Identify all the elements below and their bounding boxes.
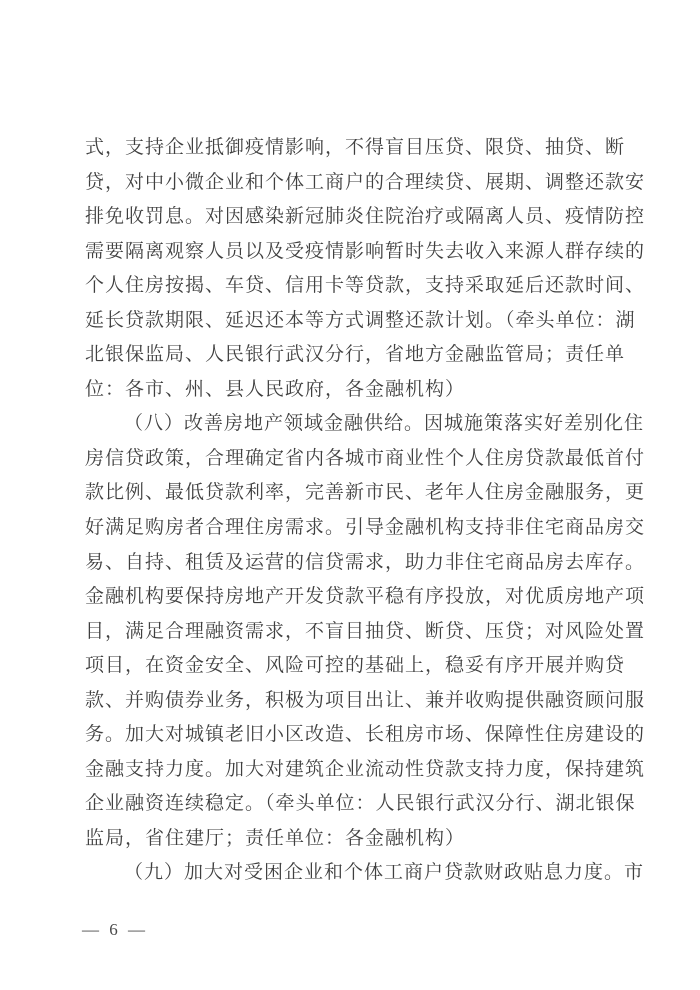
text-line: 排免收罚息。对因感染新冠肺炎住院治疗或隔离人员、疫情防控: [85, 206, 646, 228]
text-line-section-8-heading: （八）改善房地产领域金融供给。因城施策落实好差别化住: [124, 413, 645, 435]
page-number: — 6 —: [82, 920, 148, 939]
text-line-paragraph-end: 位：各市、州、县人民政府，各金融机构）: [85, 378, 466, 400]
text-line: 好满足购房者合理住房需求。引导金融机构支持非住宅商品房交: [85, 517, 646, 539]
text-line-paragraph-end: 监局，省住建厅；责任单位：各金融机构）: [85, 827, 466, 849]
text-line: 金融支持力度。加大对建筑企业流动性贷款支持力度，保持建筑: [85, 758, 646, 780]
text-line: 项目，在资金安全、风险可控的基础上，稳妥有序开展并购贷: [85, 655, 626, 677]
text-line-section-9-heading: （九）加大对受困企业和个体工商户贷款财政贴息力度。市: [124, 862, 645, 884]
text-line: 个人住房按揭、车贷、信用卡等贷款，支持采取延后还款时间、: [85, 275, 646, 297]
text-line: 款比例、最低贷款利率，完善新市民、老年人住房金融服务，更: [85, 482, 646, 504]
text-line: 企业融资连续稳定。（牵头单位：人民银行武汉分行、湖北银保: [85, 793, 636, 815]
text-line: 式，支持企业抵御疫情影响，不得盲目压贷、限贷、抽贷、断: [85, 137, 626, 158]
text-line: 款、并购债券业务，积极为项目出让、兼并收购提供融资顾问服: [85, 689, 646, 711]
text-line: 目，满足合理融资需求，不盲目抽贷、断贷、压贷；对风险处置: [85, 620, 646, 642]
text-line: 延长贷款期限、延迟还本等方式调整还款计划。（牵头单位：湖: [85, 309, 636, 331]
text-line: 贷，对中小微企业和个体工商户的合理续贷、展期、调整还款安: [85, 171, 646, 193]
text-line: 金融机构要保持房地产开发贷款平稳有序投放，对优质房地产项: [85, 586, 646, 608]
text-line: 易、自持、租赁及运营的信贷需求，助力非住宅商品房去库存。: [85, 551, 646, 573]
document-body: [85, 131, 646, 891]
text-line: 务。加大对城镇老旧小区改造、长租房市场、保障性住房建设的: [85, 724, 646, 746]
text-line: 北银保监局、人民银行武汉分行，省地方金融监管局；责任单: [85, 344, 626, 366]
text-line: 房信贷政策，合理确定省内各城市商业性个人住房贷款最低首付: [85, 447, 646, 469]
text-line: 需要隔离观察人员以及受疫情影响暂时失去收入来源人群存续的: [85, 240, 646, 262]
